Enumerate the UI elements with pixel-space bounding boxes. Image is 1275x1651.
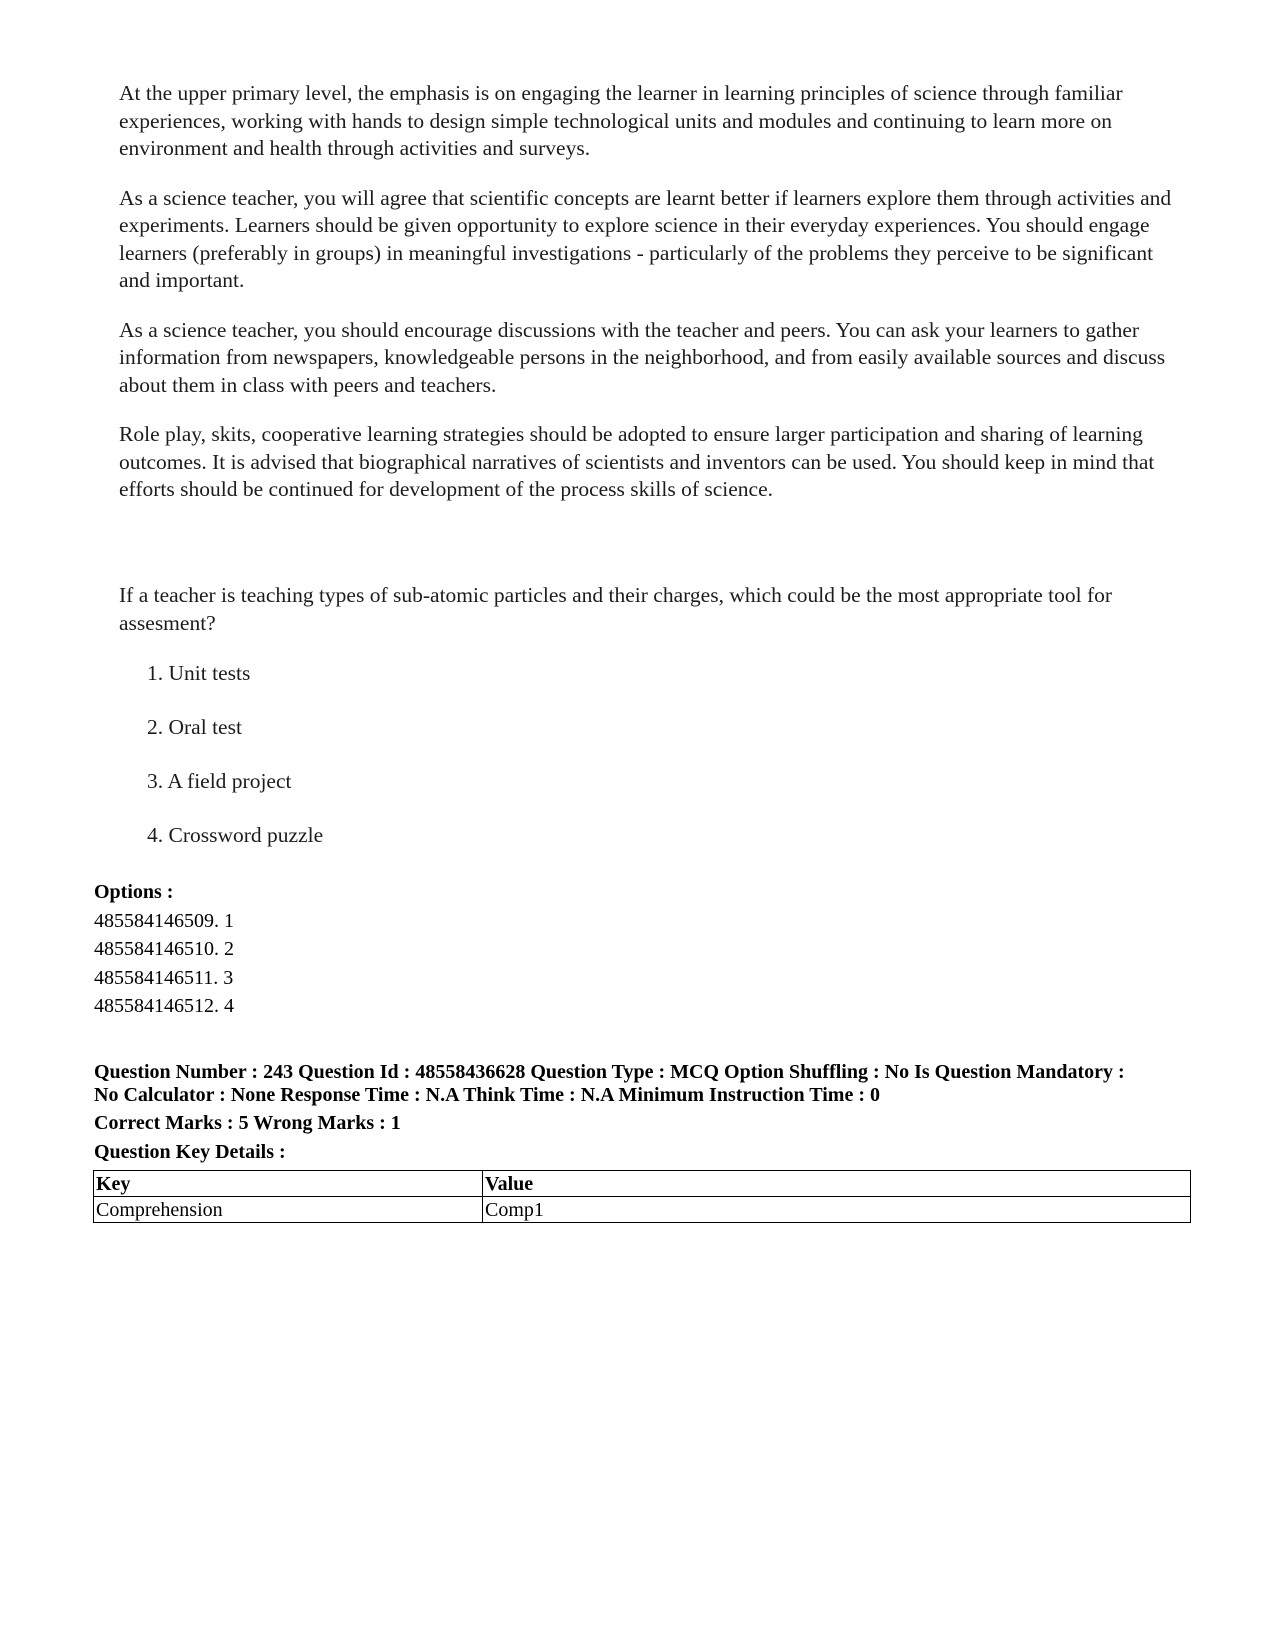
passage-paragraph: As a science teacher, you will agree that scientific concepts are learnt better if learners explore them through activities and experiments. Learners should be given opportunity to explore science in their everyday experiences. You should engage learners (preferably in groups) in meaningful investigations - particularly of the problems they perceive to be significant and important. (119, 185, 1172, 292)
marks-line: Correct Marks : 5 Wrong Marks : 1 (94, 1112, 401, 1134)
options-block (94, 878, 234, 1021)
choice-item: 2. Oral test (147, 715, 242, 739)
table-cell: Comprehension (94, 1197, 483, 1223)
passage-paragraph: Role play, skits, cooperative learning strategies should be adopted to ensure larger participation and sharing of learning outcomes. It is advised that biographical narratives of scientists and inventors can be used. You should keep in mind that efforts should be continued for development of the process skills of science. (119, 422, 1155, 501)
key-details-table (93, 1170, 1191, 1223)
table-header-cell: Key (94, 1171, 483, 1197)
table-row (94, 1197, 1191, 1223)
choice-list (147, 660, 323, 876)
table-header-row (94, 1171, 1191, 1197)
options-label: Options : (94, 881, 174, 903)
table-cell: Comp1 (483, 1197, 1191, 1223)
choice-item: 3. A field project (147, 769, 292, 793)
passage-paragraph: As a science teacher, you should encourage discussions with the teacher and peers. You can ask your learners to gather information from newspapers, knowledgeable persons in the neighborhood, and from easily available sources and discuss about them in class with peers and teachers. (119, 317, 1166, 397)
option-item: 485584146512. 4 (94, 995, 234, 1017)
option-item: 485584146510. 2 (94, 938, 234, 960)
option-item: 485584146509. 1 (94, 909, 234, 932)
choice-item: 4. Crossword puzzle (147, 823, 324, 847)
question-meta-line: No Calculator : None Response Time : N.A Think Time : N.A Minimum Instruction Time : 0 (94, 1084, 880, 1106)
question-text: If a teacher is teaching types of sub-atomic particles and their charges, which could be the most appropriate tool for assesment? (119, 583, 1113, 635)
question-meta-line: Question Number : 243 Question Id : 48558436628 Question Type : MCQ Option Shuffling : No Is Question Mandatory : (94, 1061, 1125, 1083)
table-header-cell: Value (483, 1171, 1191, 1197)
option-item: 485584146511. 3 (94, 966, 234, 989)
passage-paragraph: At the upper primary level, the emphasis is on engaging the learner in learning principles of science through familiar experiences, working with hands to design simple technological units and modules and continuing to learn more on environment and health through activities and surveys. (119, 81, 1123, 160)
key-details-label: Question Key Details : (94, 1141, 286, 1163)
question-meta (94, 1061, 1194, 1107)
comprehension-passage (119, 80, 1179, 526)
choice-item: 1. Unit tests (147, 661, 251, 685)
